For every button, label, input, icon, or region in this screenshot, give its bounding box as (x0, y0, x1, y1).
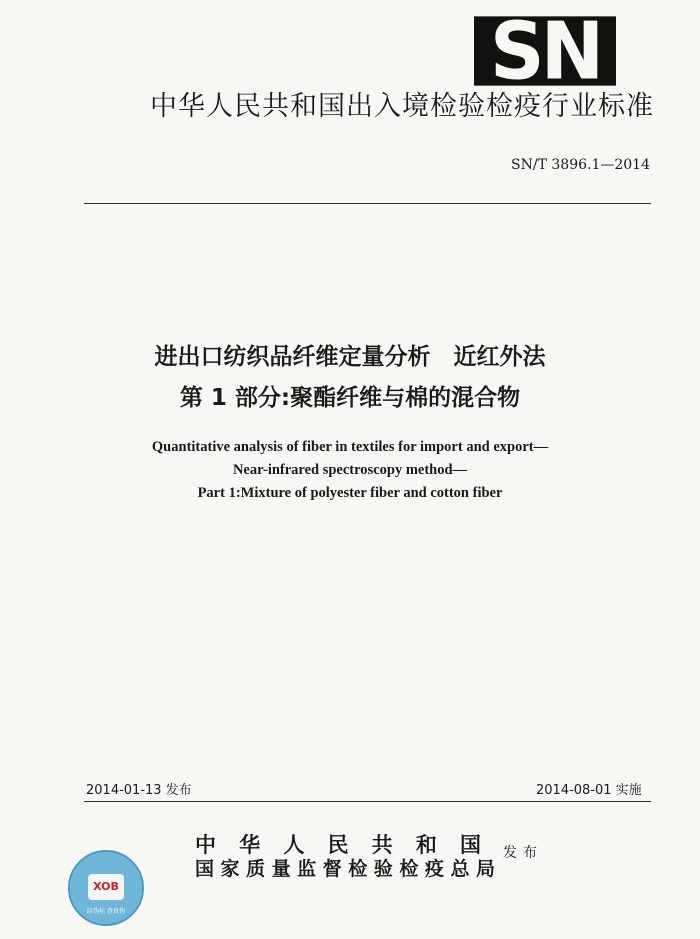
issuer-line-1: 中华人民共和国 (195, 832, 495, 857)
sn-logo: SN (474, 16, 616, 85)
english-title-line-3: Part 1:Mixture of polyester fiber and cotton fiber (197, 485, 503, 501)
issuer-line-2: 国家质量监督检验检疫总局 (195, 858, 495, 880)
english-title-line-1: Quantitative analysis of fiber in textiles for import and export— (151, 439, 549, 455)
header-divider (84, 203, 651, 204)
standard-number: SN/T 3896.1—2014 (511, 157, 650, 173)
issue-date: 2014-01-13 发布 (86, 783, 192, 798)
implementation-date: 2014-08-01 实施 (536, 783, 642, 798)
chinese-title-line-2: 第 1 部分:聚酯纤维与棉的混合物 (179, 385, 521, 411)
footer-divider (84, 801, 651, 802)
seal-mark: XOB (88, 874, 124, 900)
issue-verb: 发布 (503, 845, 543, 861)
english-title-line-2: Near-infrared spectroscopy method— (232, 462, 468, 478)
seal-caption: 防伪标 查真伪 (87, 908, 125, 915)
anti-counterfeit-seal (68, 850, 144, 926)
chinese-title-line-1: 进出口纺织品纤维定量分析 近红外法 (154, 344, 546, 370)
issuing-organization-heading: 中华人民共和国出入境检验检疫行业标准 (150, 91, 654, 122)
